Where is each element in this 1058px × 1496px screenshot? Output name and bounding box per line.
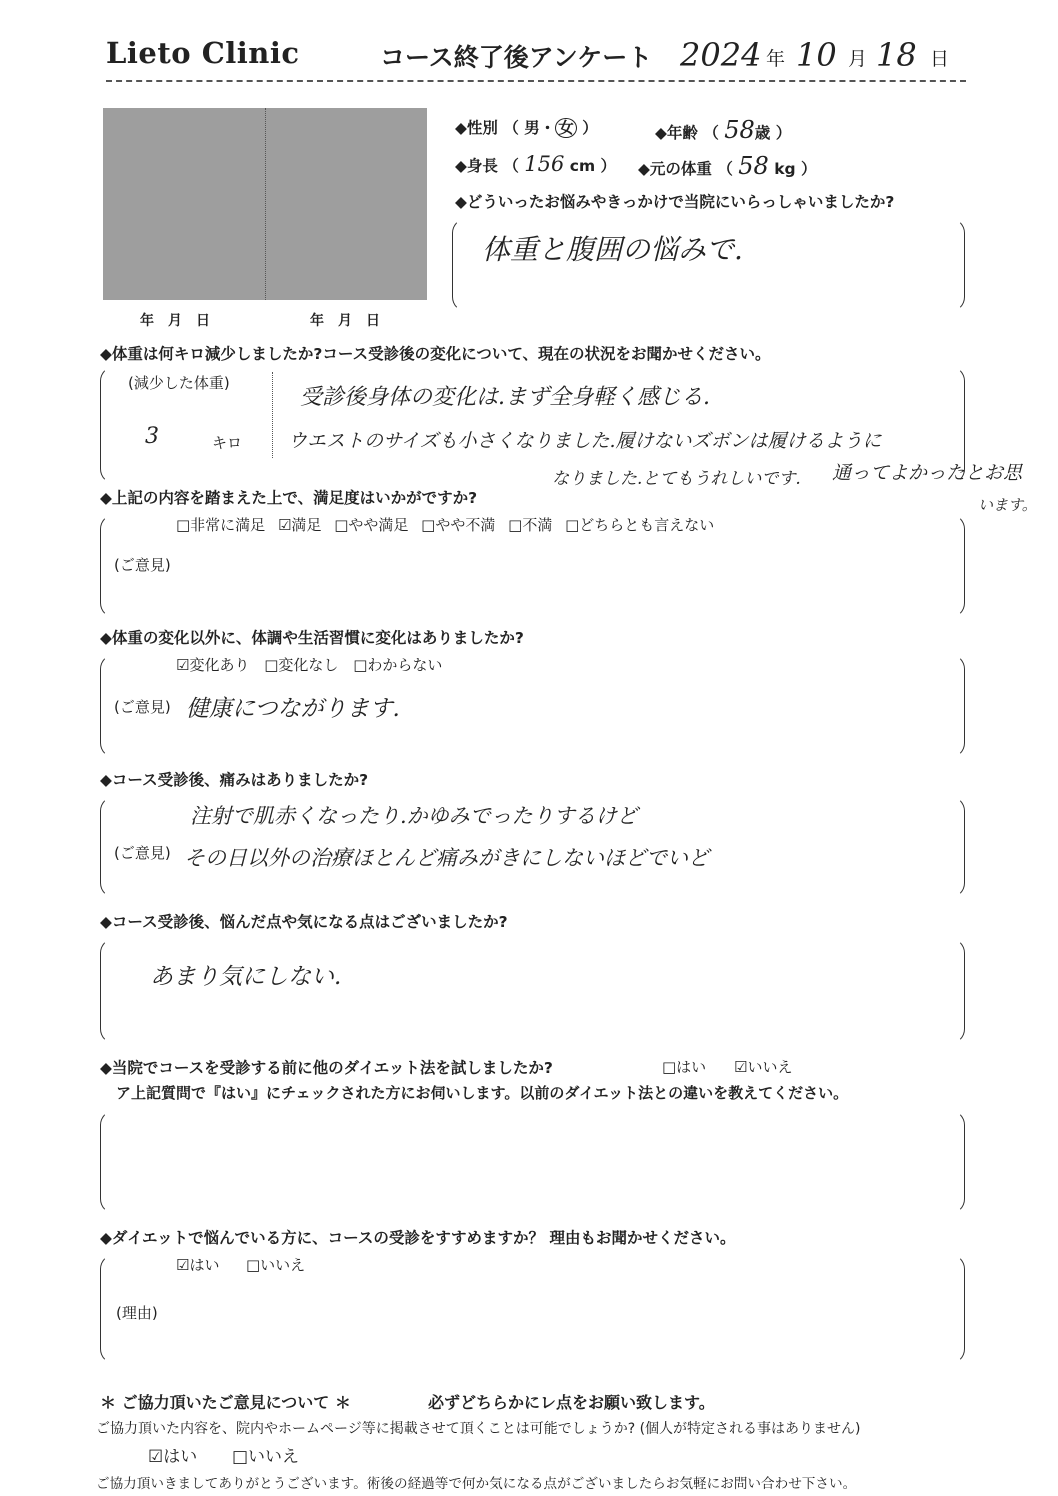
- age-row: [655, 116, 791, 144]
- pain-bracket-right: [950, 796, 965, 898]
- other-diet-bracket-left: [100, 1110, 115, 1214]
- weight-divider: [272, 372, 273, 458]
- recommend-bracket-right: [950, 1254, 965, 1364]
- lifestyle-options: [176, 654, 442, 675]
- lifestyle-bracket-left: [100, 654, 115, 758]
- worry-answer: あまり気にしない.: [150, 964, 342, 990]
- paren: ）: [582, 119, 598, 137]
- weight-unit: kg: [774, 160, 796, 178]
- recommend-reason-label: (理由): [116, 1304, 158, 1322]
- recommend-bracket-left: [100, 1254, 115, 1364]
- lifestyle-answer: 健康につながります.: [186, 696, 400, 722]
- age-value: 58: [724, 116, 755, 144]
- satisfaction-option-very-satisfied[interactable]: □非常に満足: [176, 516, 266, 534]
- paren: （: [503, 119, 519, 137]
- gender-row: [455, 116, 598, 138]
- satisfaction-bracket-right: [950, 514, 965, 618]
- recommend-question: ◆ダイエットで悩んでいる方に、コースの受診をすすめますか？ 理由もお聞かせください。: [100, 1229, 736, 1247]
- weight-label: ◆元の体重: [638, 160, 712, 178]
- date-day: 18: [876, 36, 917, 74]
- pain-bracket-left: [100, 796, 115, 898]
- lifestyle-option-changed[interactable]: ☑変化あり: [176, 656, 250, 674]
- other-diet-bracket-right: [950, 1110, 965, 1214]
- other-diet-option-yes[interactable]: □はい: [662, 1058, 707, 1076]
- date-month: 10: [796, 36, 837, 74]
- weight-answer-line4: います。: [978, 496, 1037, 514]
- photo-date-left: 年 月 日: [140, 313, 210, 329]
- weight-value: 58: [738, 152, 769, 180]
- lost-weight-value: 3: [145, 424, 159, 449]
- worry-question: ◆コース受診後、悩んだ点や気になる点はございましたか?: [100, 913, 508, 931]
- paren: （: [503, 157, 519, 175]
- recommend-option-no[interactable]: □いいえ: [246, 1256, 306, 1274]
- paren: （: [717, 160, 733, 178]
- lifestyle-option-no-change[interactable]: □変化なし: [264, 656, 339, 674]
- age-label: ◆年齢: [655, 124, 698, 142]
- satisfaction-option-neither[interactable]: □どちらとも言えない: [565, 516, 715, 534]
- clinic-brand: Lieto Clinic: [106, 36, 300, 70]
- lifestyle-opinion-label: (ご意見): [114, 698, 171, 716]
- photo-divider: [265, 108, 266, 300]
- header-divider: [106, 80, 966, 82]
- lost-weight-label: (減少した体重): [128, 374, 230, 392]
- paren: ）: [775, 124, 792, 142]
- date-year: 2024: [680, 36, 762, 74]
- consent-option-yes[interactable]: ☑はい: [148, 1447, 198, 1467]
- satisfaction-option-satisfied[interactable]: ☑満足: [277, 516, 322, 534]
- weight-answer-line3: なりました.とてもうれしいです.: [552, 469, 801, 489]
- recommend-option-yes[interactable]: ☑はい: [176, 1256, 220, 1274]
- pain-answer-line2: その日以外の治療ほとんど痛みがきにしないほどでいど: [184, 846, 709, 870]
- height-value: 156: [524, 152, 565, 176]
- date-year-unit: 年: [766, 48, 786, 70]
- satisfaction-option-somewhat-dissatisfied[interactable]: □やや不満: [421, 516, 496, 534]
- date-month-unit: 月: [848, 48, 868, 70]
- height-unit: cm: [569, 157, 596, 175]
- thanks-message: ご協力頂いきましてありがとうございます。術後の経過等で何か気になる点がございましたらお気軽にお問い合わせ下さい。: [96, 1476, 857, 1492]
- lifestyle-option-unknown[interactable]: □わからない: [353, 656, 443, 674]
- weight-answer-line3b: 通ってよかったとお思: [832, 462, 1023, 484]
- pain-opinion-label: (ご意見): [114, 844, 171, 862]
- other-diet-sub-question: ア上記質問で『はい』にチェックされた方にお伺いします。以前のダイエット法との違いを教えてください。: [116, 1084, 849, 1102]
- weight-question: ◆体重は何キロ減少しましたか?コース受診後の変化について、現在の状況をお聞かせください。: [100, 345, 771, 363]
- consent-option-no[interactable]: □いいえ: [232, 1447, 300, 1467]
- pain-answer-line1: 注射で肌赤くなったり.かゆみでったりするけど: [190, 804, 638, 828]
- paren: ）: [600, 157, 617, 175]
- paren: ）: [801, 160, 817, 178]
- weight-bracket-left: [100, 366, 115, 484]
- reason-bracket-left: [452, 218, 467, 312]
- worry-bracket-left: [100, 938, 115, 1044]
- reason-answer: 体重と腹囲の悩みで.: [482, 233, 743, 266]
- page-title: コース終了後アンケート: [380, 43, 653, 72]
- date-day-unit: 日: [930, 48, 950, 70]
- satisfaction-option-dissatisfied[interactable]: □不満: [508, 516, 553, 534]
- satisfaction-question: ◆上記の内容を踏まえた上で、満足度はいかがですか?: [100, 489, 478, 507]
- satisfaction-opinion-label: (ご意見): [114, 556, 171, 574]
- height-label: ◆身長: [455, 157, 498, 175]
- height-row: [455, 152, 616, 176]
- weight-answer-line1: 受診後身体の変化は.まず全身軽く感じる.: [300, 385, 710, 410]
- worry-bracket-right: [950, 938, 965, 1044]
- reason-bracket-right: [950, 218, 965, 312]
- reason-question: ◆どういったお悩みやきっかけで当院にいらっしゃいましたか?: [455, 193, 895, 211]
- lifestyle-bracket-right: [950, 654, 965, 758]
- other-diet-question: ◆当院でコースを受診する前に他のダイエット法を試しましたか?: [100, 1059, 553, 1077]
- footer-heading: ＊ ご協力頂いたご意見について ＊: [100, 1393, 351, 1412]
- weight-row: [638, 152, 817, 180]
- survey-date: [680, 36, 970, 72]
- gender-separator: ・: [539, 119, 556, 137]
- other-diet-option-no[interactable]: ☑いいえ: [734, 1058, 793, 1076]
- lifestyle-question: ◆体重の変化以外に、体調や生活習慣に変化はありましたか?: [100, 629, 524, 647]
- lost-weight-unit: キロ: [212, 434, 243, 452]
- gender-label: ◆性別: [455, 119, 498, 137]
- paren: （: [703, 124, 719, 142]
- consent-question: ご協力頂いた内容を、院内やホームページ等に掲載させて頂くことは可能でしょうか? (個人が特定される事はありません): [96, 1421, 861, 1437]
- photo-date-right: 年 月 日: [310, 313, 380, 329]
- gender-male: 男: [524, 119, 540, 137]
- satisfaction-option-somewhat-satisfied[interactable]: □やや満足: [334, 516, 409, 534]
- gender-female-circled: 女: [555, 118, 577, 138]
- age-unit: 歳: [754, 124, 771, 142]
- footer-heading-note: 必ずどちらかにレ点をお願い致します。: [428, 1393, 715, 1412]
- weight-answer-line2: ウエストのサイズも小さくなりました.履けないズボンは履けるように: [288, 430, 882, 452]
- satisfaction-options: [176, 514, 714, 535]
- pain-question: ◆コース受診後、痛みはありましたか?: [100, 771, 369, 789]
- satisfaction-bracket-left: [100, 514, 115, 618]
